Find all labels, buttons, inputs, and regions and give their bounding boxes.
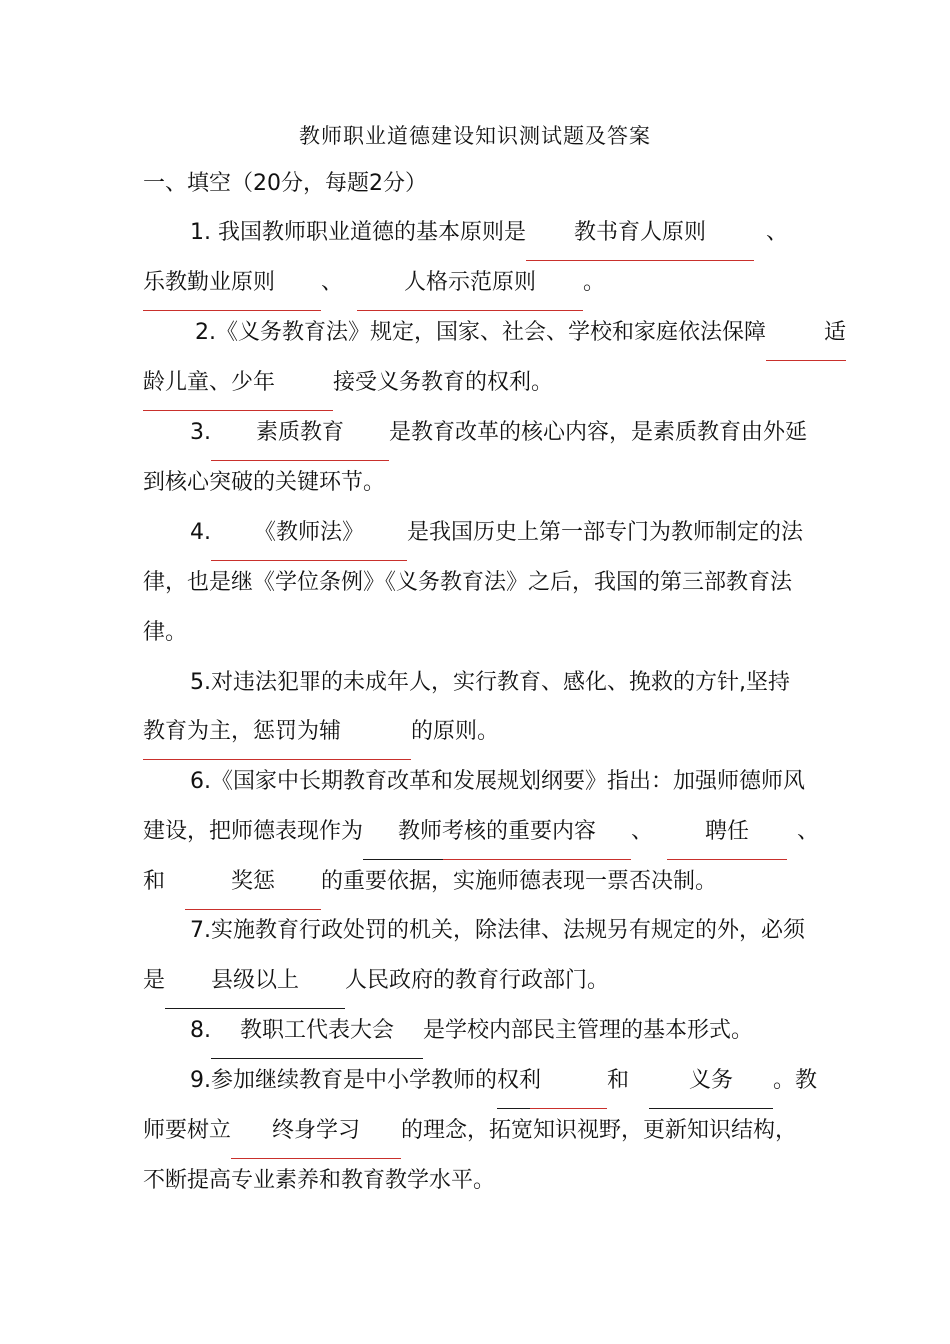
q1-answer-2: 乐教勤业原则 <box>143 267 321 299</box>
q4-answer: 《教师法》 <box>211 517 407 549</box>
q6-and: 和 <box>143 869 166 894</box>
q9-answer-1: 权利 <box>497 1065 607 1097</box>
question-4-line-2: 律，也是继《学位条例》《义务教育法》之后，我国的第三部教育法 <box>143 570 793 595</box>
question-5-line-2 <box>143 716 499 748</box>
question-7-line-1: 7.实施教育行政处罚的机关，除法律、法规另有规定的外，必须 <box>190 918 805 943</box>
q6-text: 建设，把师德表现作为 <box>143 819 364 844</box>
question-1-line-2 <box>143 267 605 299</box>
page-title: 教师职业道德建设知识测试题及答案 <box>299 124 651 148</box>
question-8-line <box>190 1015 753 1047</box>
q9-text: 9.参加继续教育是中小学教师的 <box>190 1068 497 1093</box>
section-heading: 一、填空（20分，每题2分） <box>143 171 427 196</box>
q9-answer-2: 义务 <box>649 1065 773 1097</box>
question-5-line-1: 5.对违法犯罪的未成年人，实行教育、感化、挽救的方针,坚持 <box>190 670 790 695</box>
q1-sep: 、 <box>766 220 789 245</box>
q4-text: 是我国历史上第一部专门为教师制定的法 <box>407 520 804 545</box>
q1-text: 1. 我国教师职业道德的基本原则是 <box>190 220 526 245</box>
question-2-line-1 <box>195 317 846 349</box>
q5-answer: 教育为主，惩罚为辅 <box>143 716 411 748</box>
q2-text: 2.《义务教育法》规定，国家、社会、学校和家庭依法保障 <box>195 320 766 345</box>
question-3-line-1 <box>190 417 807 449</box>
question-9-line-2 <box>143 1115 797 1147</box>
q2-text-2: 接受义务教育的权利。 <box>333 370 554 395</box>
q4-num: 4. <box>190 520 211 545</box>
q2-answer-part-1: 适 <box>766 317 846 349</box>
q8-answer: 教职工代表大会 <box>211 1015 423 1047</box>
q3-num: 3. <box>190 420 211 445</box>
q1-answer-3: 人格示范原则 <box>357 267 583 299</box>
q7-answer: 县级以上 <box>165 965 345 997</box>
q1-end: 。 <box>583 270 606 295</box>
q9-and: 和 <box>607 1068 630 1093</box>
q9-text-4: 的理念，拓宽知识视野，更新知识结构， <box>401 1118 798 1143</box>
q3-text: 是教育改革的核心内容，是素质教育由外延 <box>389 420 808 445</box>
question-9-line-1 <box>190 1065 817 1097</box>
q9-text-2: 。教 <box>773 1068 818 1093</box>
q6-answer-3: 奖惩 <box>185 866 321 898</box>
q6-sep-1: 、 <box>631 819 654 844</box>
q8-num: 8. <box>190 1018 211 1043</box>
question-6-line-1: 6.《国家中长期教育改革和发展规划纲要》指出：加强师德师风 <box>190 769 805 794</box>
question-1-line-1 <box>190 217 788 249</box>
question-7-line-2 <box>143 965 609 997</box>
q5-text: 的原则。 <box>411 719 500 744</box>
question-2-line-2 <box>143 367 553 399</box>
q7-text: 是 <box>143 968 166 993</box>
question-3-line-2: 到核心突破的关键环节。 <box>143 470 386 495</box>
question-9-line-3: 不断提高专业素养和教育教学水平。 <box>143 1168 496 1193</box>
q9-answer-3: 终身学习 <box>231 1115 401 1147</box>
q3-answer: 素质教育 <box>211 417 389 449</box>
q9-text-3: 师要树立 <box>143 1118 232 1143</box>
question-6-line-2 <box>143 816 819 848</box>
q6-answer-2: 聘任 <box>667 816 787 848</box>
q1-answer-1: 教书育人原则 <box>526 217 754 249</box>
q8-text: 是学校内部民主管理的基本形式。 <box>423 1018 754 1043</box>
q6-answer-1: 教师考核的重要内容 <box>363 816 631 848</box>
question-6-line-3 <box>143 866 717 898</box>
question-4-line-1 <box>190 517 803 549</box>
q2-answer-part-2: 龄儿童、少年 <box>143 367 333 399</box>
q7-text-2: 人民政府的教育行政部门。 <box>345 968 610 993</box>
question-4-line-3: 律。 <box>143 620 188 645</box>
q6-sep-2: 、 <box>797 819 820 844</box>
q6-text-2: 的重要依据，实施师德表现一票否决制。 <box>321 869 718 894</box>
q1-sep-2: 、 <box>321 270 344 295</box>
